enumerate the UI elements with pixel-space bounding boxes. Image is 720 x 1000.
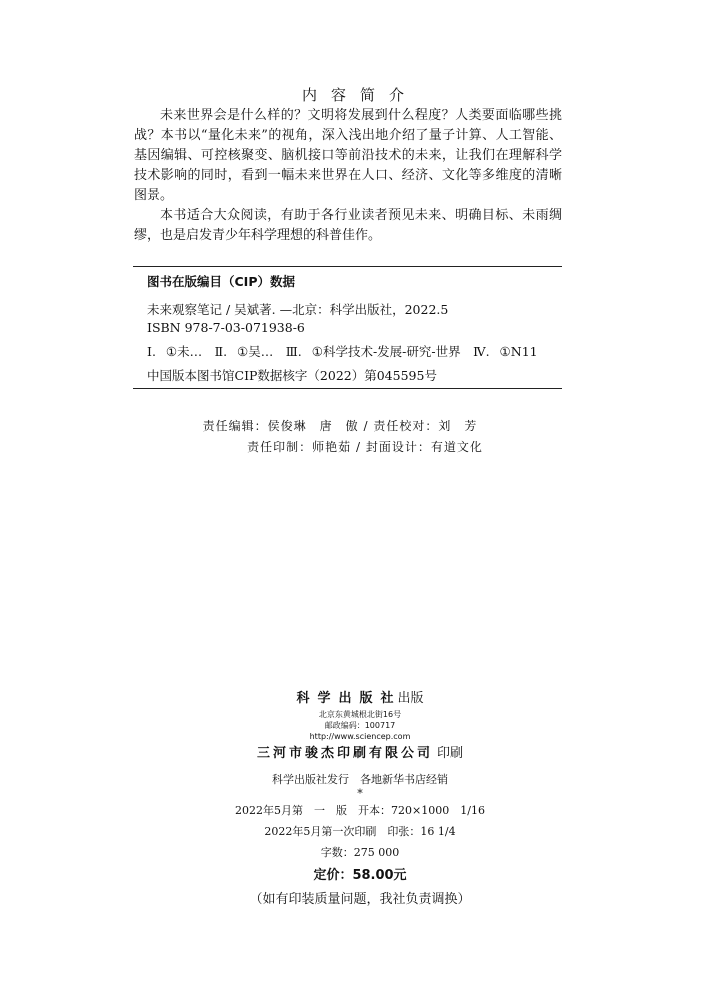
cip-verification: 中国版本图书馆CIP数据核字（2022）第045595号 [147,368,437,383]
cip-isbn: ISBN 978-7-03-071938-6 [147,320,305,335]
cip-heading: 图书在版编目（CIP）数据 [147,274,295,289]
quality-notice: （如有印装质量问题，我社负责调换） [249,892,471,907]
cip-bibliographic: 未来观察笔记 / 吴斌著. —北京：科学出版社，2022.5 [147,302,449,317]
edition-line: 2022年5月第 一 版 开本：720×1000 1/16 [235,804,485,817]
credits [0,416,720,458]
printer-name: 三河市骏杰印刷有限公司 [256,746,433,761]
credits-production: 责任印制：师艳茹 / 封面设计：有道文化 [247,440,483,454]
word-count: 字数：275 000 [320,846,400,859]
summary-body [134,106,562,246]
credits-editors: 责任编辑：侯俊琳 唐 傲 / 责任校对：刘 芳 [202,419,478,433]
printer-suffix: 印刷 [437,746,464,761]
publisher-website: http://www.sciencep.com [309,732,411,741]
imprint [0,689,720,911]
publisher-name: 科学出版社 [296,691,402,706]
cip-subjects: Ⅰ. ①未… Ⅱ. ①吴… Ⅲ. ①科学技术-发展-研究-世界 Ⅳ. ①N11 [147,344,538,359]
cip-bottom-rule [133,388,562,389]
printer-line [0,744,720,764]
cip-top-rule [133,266,562,267]
separator-star: * [357,787,363,800]
summary-paragraph: 本书适合大众阅读，有助于各行业读者预见未来、明确目标、未雨绸缪，也是启发青少年科学理想的科普佳作。 [134,208,562,243]
publisher-postcode: 邮政编码：100717 [324,721,396,730]
summary-paragraph: 未来世界会是什么样的？文明将发展到什么程度？人类要面临哪些挑战？本书以“量化未来”的视角，深入浅出地介绍了量子计算、人工智能、基因编辑、可控核聚变、脑机接口等前沿技术的未来，让我们在理解科学技术影响的同时，看到一幅未来世界在人口、经济、文化等多维度的清晰图景。 [134,108,562,203]
publisher-line [0,689,720,709]
summary-title: 内容简介 [301,86,418,104]
publisher-suffix: 出版 [397,691,424,706]
publisher-address: 北京东黄城根北街16号 [318,710,402,719]
distribution: 科学出版社发行 各地新华书店经销 [272,773,448,786]
printing-line: 2022年5月第一次印刷 印张：16 1/4 [264,825,456,838]
price: 定价：58.00元 [313,868,407,883]
cip-block [133,266,562,389]
